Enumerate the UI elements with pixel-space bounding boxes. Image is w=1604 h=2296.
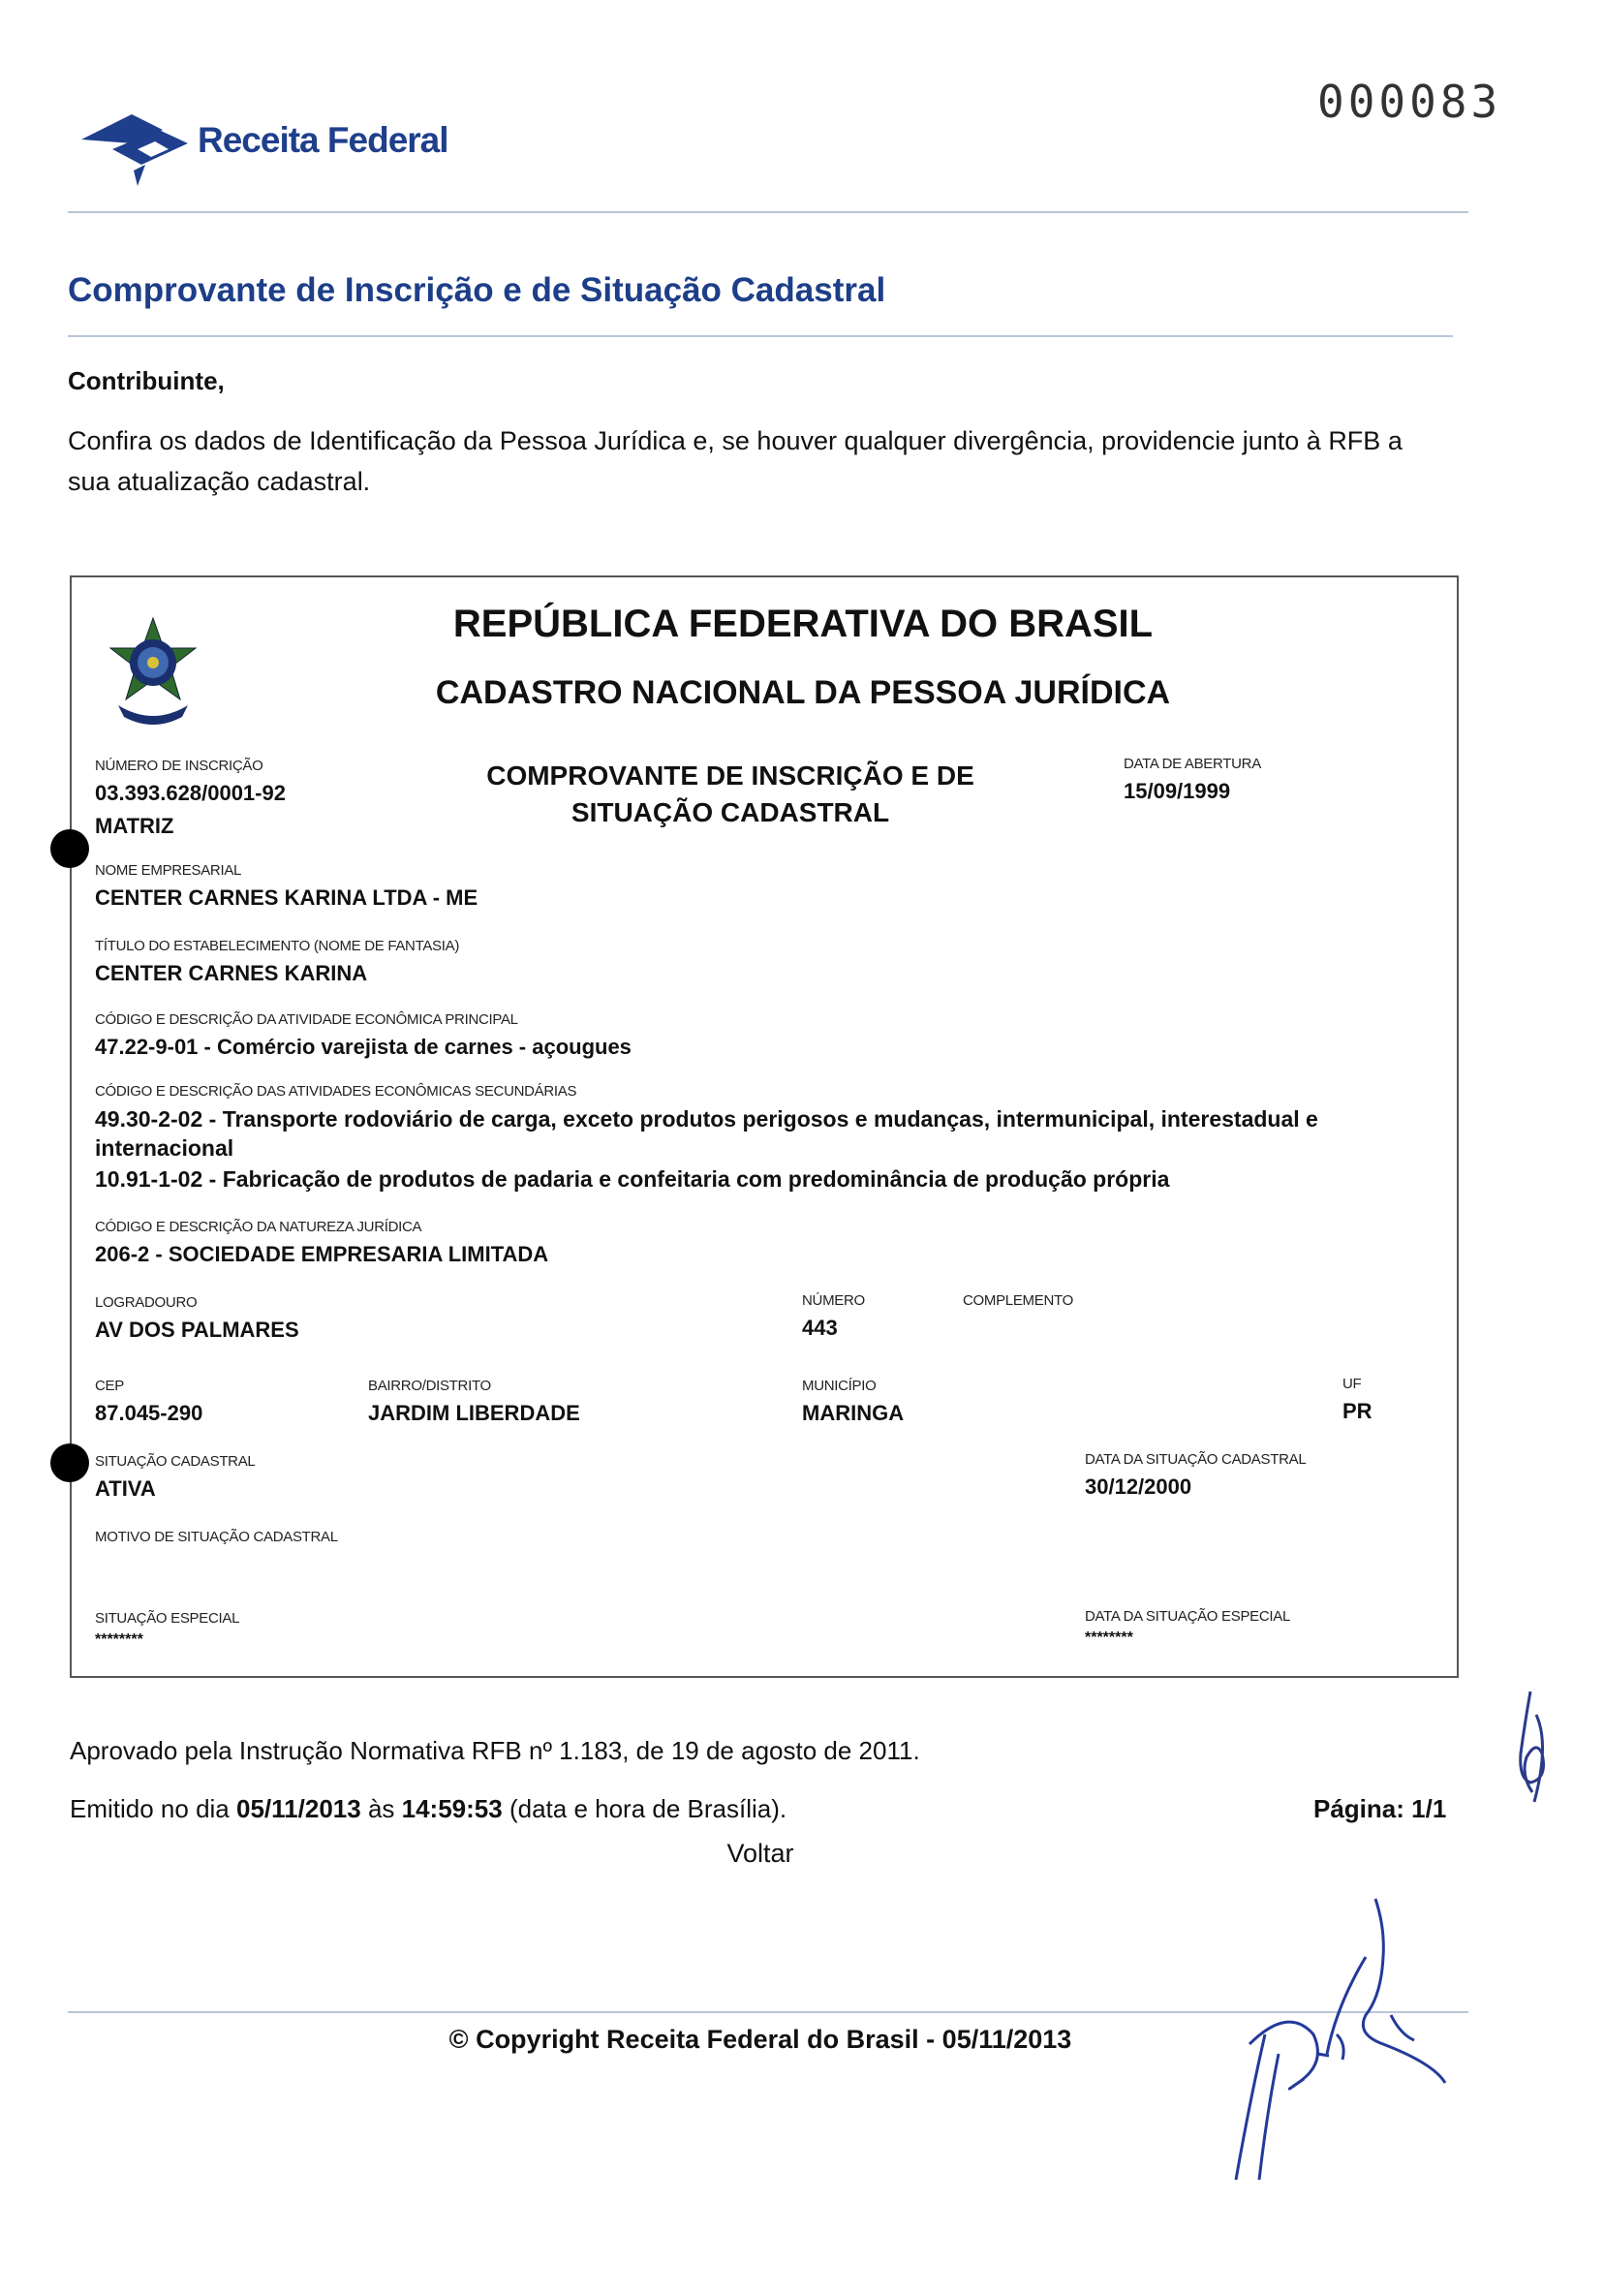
punch-hole <box>50 829 89 868</box>
natureza-juridica-value: 206-2 - SOCIEDADE EMPRESARIA LIMITADA <box>95 1242 549 1266</box>
data-situacao-especial-label: DATA DA SITUAÇÃO ESPECIAL <box>1085 1608 1291 1625</box>
issued-suffix: (data e hora de Brasília). <box>509 1794 787 1823</box>
nome-empresarial-value: CENTER CARNES KARINA LTDA - ME <box>95 885 478 910</box>
handwritten-signature-icon <box>1220 1889 1463 2199</box>
page-label: Página: <box>1313 1794 1404 1823</box>
initials-signature-icon <box>1492 1686 1569 1821</box>
atividade-principal-label: CÓDIGO E DESCRIÇÃO DA ATIVIDADE ECONÔMICA PRINCIPAL <box>95 1011 518 1028</box>
cep-value: 87.045-290 <box>95 1401 203 1425</box>
uf-label: UF <box>1342 1376 1362 1392</box>
issued-middle: às <box>367 1794 395 1823</box>
card-title-cadastro: CADASTRO NACIONAL DA PESSOA JURÍDICA <box>435 674 1171 711</box>
card-title-republica: REPÚBLICA FEDERATIVA DO BRASIL <box>452 603 1154 645</box>
page-value: 1/1 <box>1411 1794 1447 1823</box>
page-indicator <box>1313 1794 1446 1824</box>
municipio-label: MUNICÍPIO <box>802 1378 877 1394</box>
titulo-estabelecimento-value: CENTER CARNES KARINA <box>95 961 368 985</box>
issued-time: 14:59:53 <box>401 1794 503 1823</box>
receita-federal-logo-text: Receita Federal <box>198 120 448 160</box>
copyright-text: © Copyright Receita Federal do Brasil - 05/11/2013 <box>448 2025 1072 2054</box>
page-title: Comprovante de Inscrição e de Situação Cadastral <box>68 271 886 309</box>
atividade-secundaria-item: 49.30-2-02 - Transporte rodoviário de carga, exceto produtos perigosos e mudanças, intermunicipal, interestadual e internacional <box>95 1106 1318 1161</box>
approval-text: Aprovado pela Instrução Normativa RFB nº 1.183, de 19 de agosto de 2011. <box>70 1736 920 1765</box>
data-situacao-especial-value: ******** <box>1085 1629 1133 1646</box>
cep-label: CEP <box>95 1378 124 1394</box>
issued-prefix: Emitido no dia <box>70 1794 230 1823</box>
issued-line <box>70 1794 787 1824</box>
data-abertura-value: 15/09/1999 <box>1124 779 1231 803</box>
uf-value: PR <box>1342 1399 1373 1423</box>
situacao-cadastral-label: SITUAÇÃO CADASTRAL <box>95 1453 256 1470</box>
data-abertura-label: DATA DE ABERTURA <box>1124 756 1261 772</box>
issued-date: 05/11/2013 <box>236 1794 361 1823</box>
atividades-secundarias-label: CÓDIGO E DESCRIÇÃO DAS ATIVIDADES ECONÔMICAS SECUNDÁRIAS <box>95 1083 577 1100</box>
bairro-label: BAIRRO/DISTRITO <box>368 1378 491 1394</box>
numero-inscricao-label: NÚMERO DE INSCRIÇÃO <box>95 758 263 774</box>
numero-label: NÚMERO <box>802 1292 865 1309</box>
complemento-label: COMPLEMENTO <box>963 1292 1073 1309</box>
stamp-number: 000083 <box>1317 76 1502 128</box>
numero-value: 443 <box>802 1316 838 1340</box>
data-situacao-cadastral-value: 30/12/2000 <box>1085 1474 1192 1499</box>
natureza-juridica-label: CÓDIGO E DESCRIÇÃO DA NATUREZA JURÍDICA <box>95 1219 422 1235</box>
municipio-value: MARINGA <box>802 1401 905 1425</box>
data-situacao-cadastral-label: DATA DA SITUAÇÃO CADASTRAL <box>1085 1451 1307 1468</box>
atividade-secundaria-item: 10.91-1-02 - Fabricação de produtos de padaria e confeitaria com predominância de produção própria <box>95 1166 1170 1192</box>
cnpj-certificate-card <box>70 575 1459 1678</box>
situacao-especial-value: ******** <box>95 1631 143 1648</box>
atividade-principal-value: 47.22-9-01 - Comércio varejista de carnes - açougues <box>95 1035 632 1059</box>
titulo-estabelecimento-label: TÍTULO DO ESTABELECIMENTO (NOME DE FANTASIA) <box>95 938 460 954</box>
situacao-cadastral-value: ATIVA <box>95 1476 156 1501</box>
nome-empresarial-label: NOME EMPRESARIAL <box>95 862 242 879</box>
numero-inscricao-value: 03.393.628/0001-92 <box>95 781 286 805</box>
inscricao-type-value: MATRIZ <box>95 814 174 838</box>
logradouro-label: LOGRADOURO <box>95 1294 198 1311</box>
receita-federal-logo-icon <box>74 101 200 188</box>
header-divider <box>68 211 1468 213</box>
greeting: Contribuinte, <box>68 366 225 395</box>
punch-hole <box>50 1443 89 1482</box>
bairro-value: JARDIM LIBERDADE <box>368 1401 580 1425</box>
title-divider <box>68 335 1453 337</box>
intro-text: Confira os dados de Identificação da Pessoa Jurídica e, se houver qualquer divergência, providencie junto à RFB a sua atualização cadastral. <box>68 426 1403 496</box>
back-link[interactable]: Voltar <box>726 1839 794 1868</box>
card-title-comprovante: COMPROVANTE DE INSCRIÇÃO E DE SITUAÇÃO CADASTRAL <box>486 760 974 827</box>
situacao-especial-label: SITUAÇÃO ESPECIAL <box>95 1610 240 1627</box>
motivo-situacao-label: MOTIVO DE SITUAÇÃO CADASTRAL <box>95 1529 338 1545</box>
logradouro-value: AV DOS PALMARES <box>95 1318 299 1342</box>
